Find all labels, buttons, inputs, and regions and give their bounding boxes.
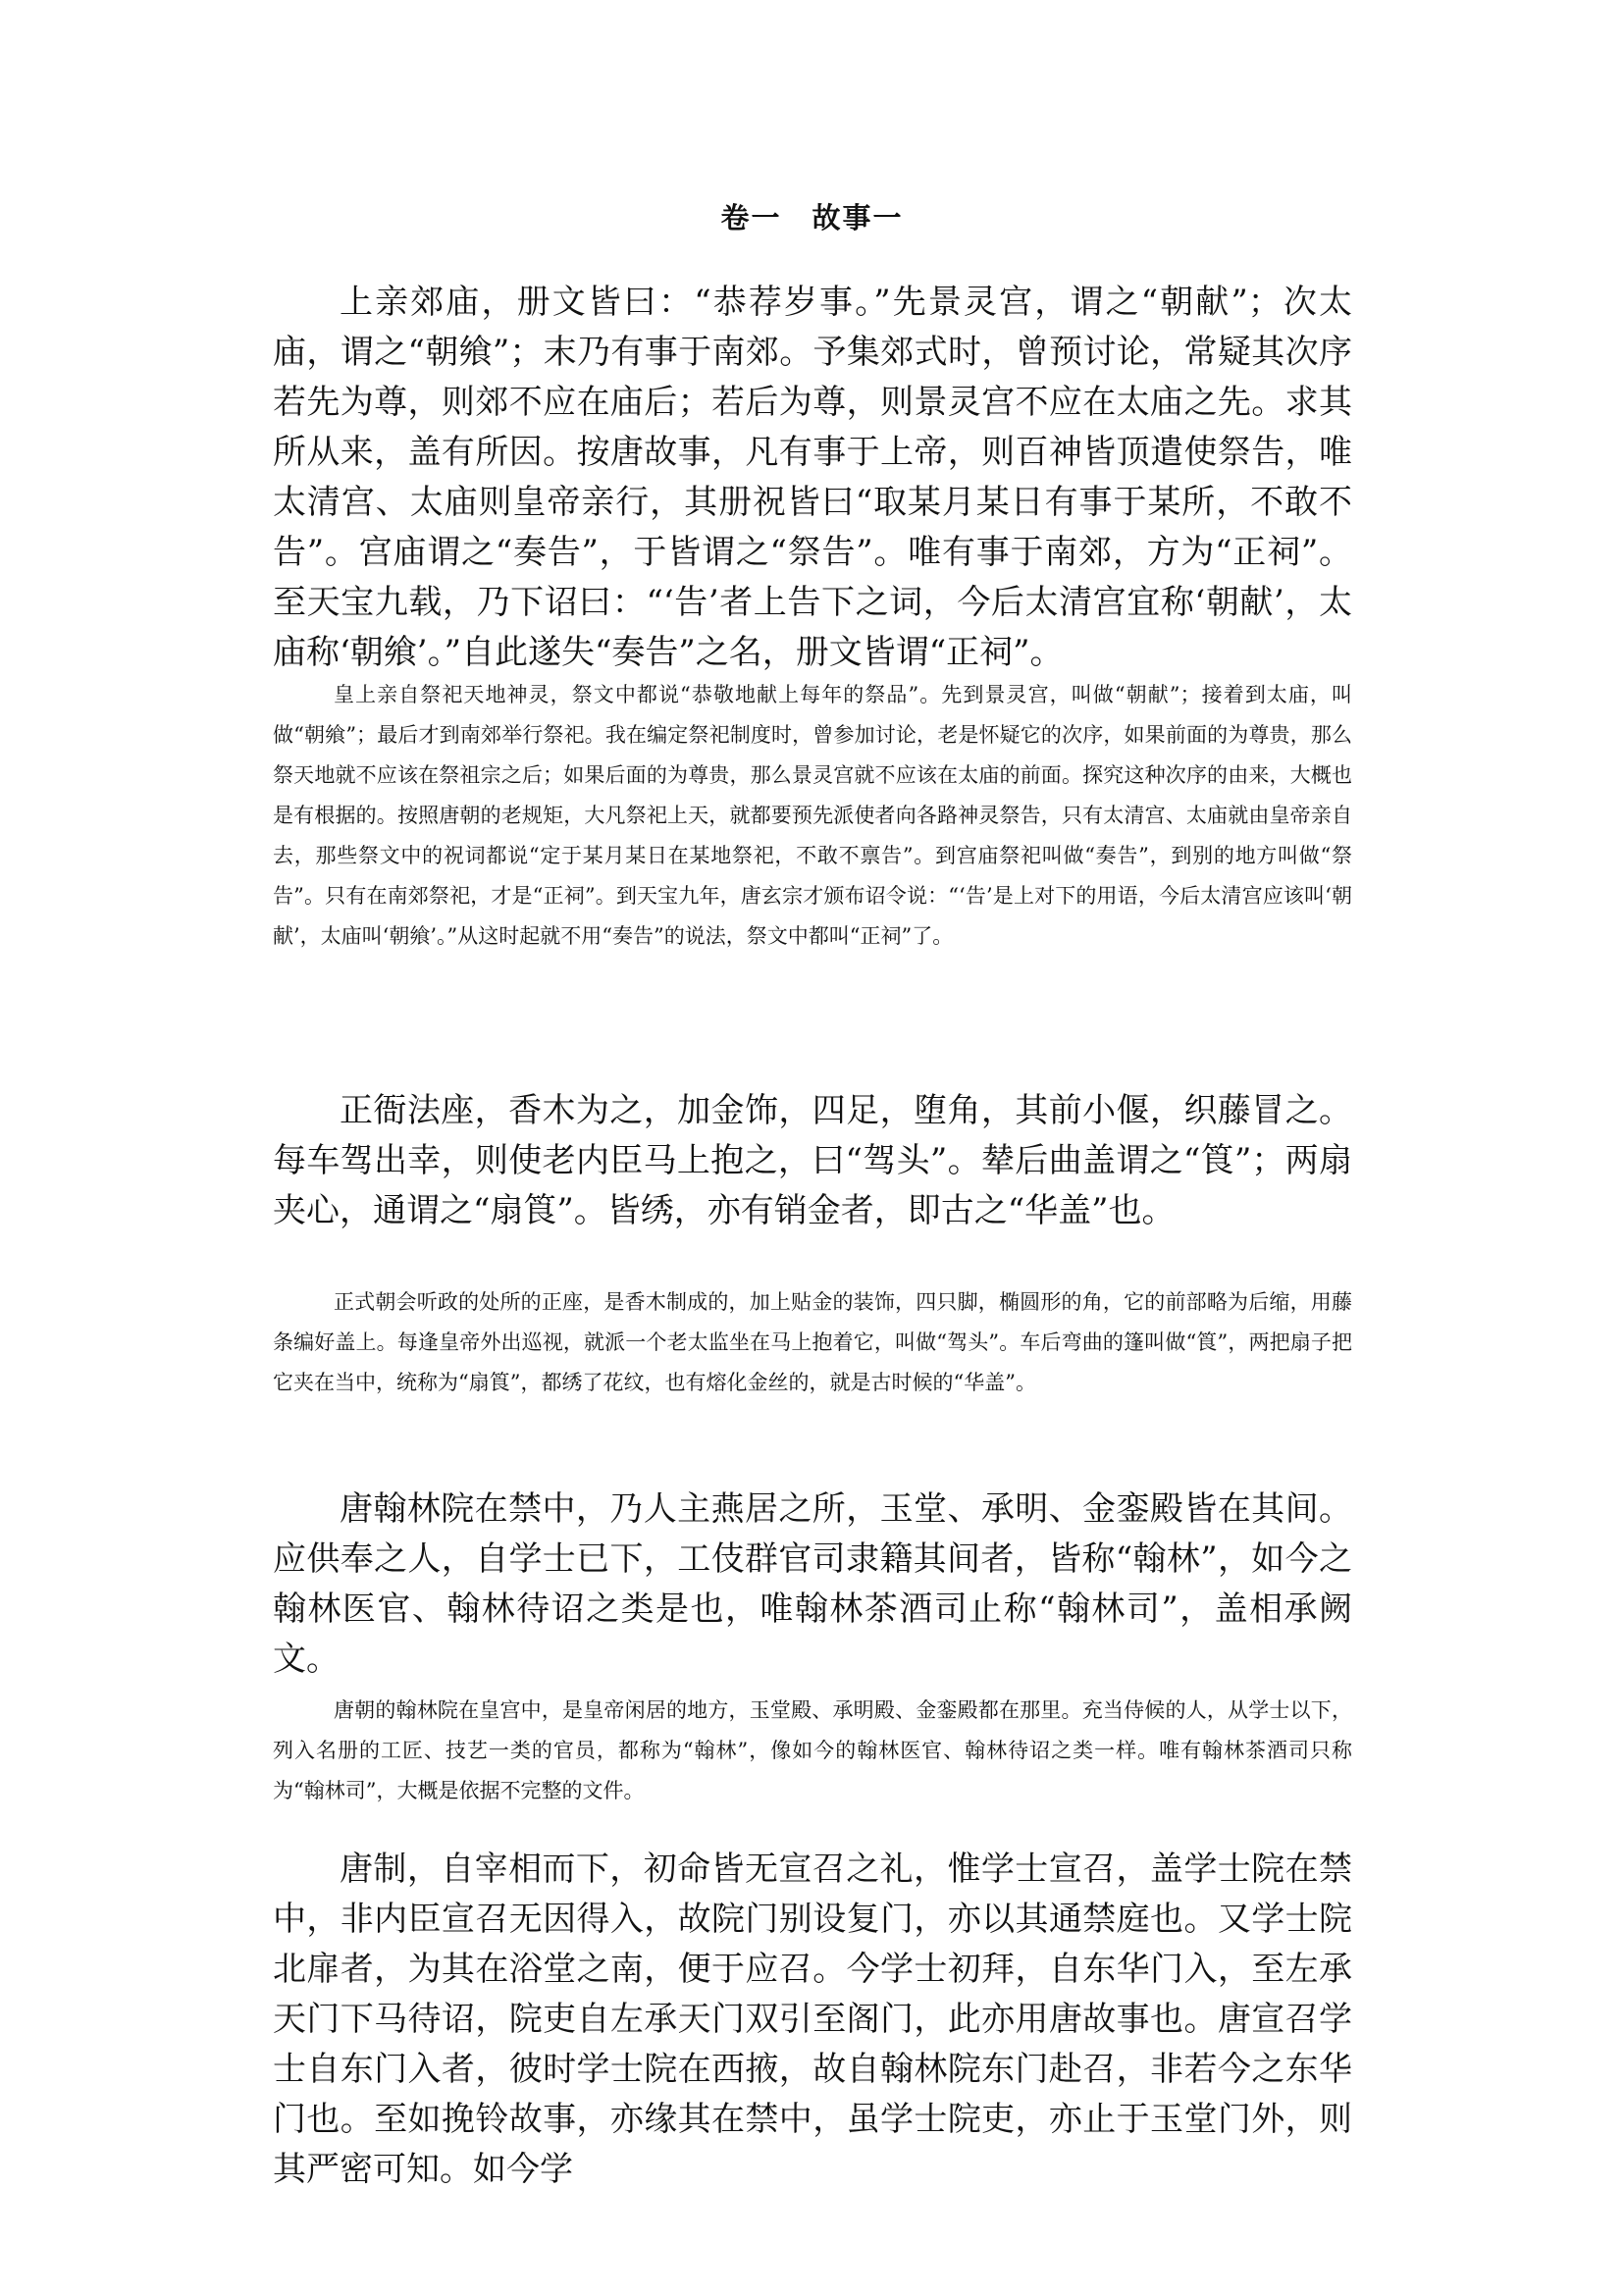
original-text-1: 上亲郊庙，册文皆曰：“恭荐岁事。”先景灵宫，谓之“朝献”；次太庙，谓之“朝飨”；末乃有事于南郊。予集郊式时，曾预讨论，常疑其次序若先为尊，则郊不应在庙后；若后为尊，则景灵宫不应在太庙之先。求其所从来，盖有所因。按唐故事，凡有事于上帝，则百神皆顶遣使祭告，唯太清宫、太庙则皇帝亲行，其册祝皆曰“取某月某日有事于某所，不敢不告”。宫庙谓之“奏告”，于皆谓之“祭告”。唯有事于南郊，方为“正祠”。至天宝九载，乃下诏曰：“‘告’者上告下之词，今后太清宫宜称‘朝献’，太庙称‘朝飨’。”自此遂失“奏告”之名，册文皆谓“正祠”。: [273, 283, 1352, 672]
translation-text-2: 正式朝会听政的处所的正座，是香木制成的，加上贴金的装饰，四只脚，椭圆形的角，它的前部略为后缩，用藤条编好盖上。每逢皇帝外出巡视，就派一个老太监坐在马上抱着它，叫做“驾头”。车后弯曲的篷叫做“筤”，两把扇子把它夹在当中，统称为“扇筤”，都绣了花纹，也有熔化金丝的，就是古时候的“华盖”。: [273, 1290, 1352, 1394]
chapter-title: 卷一 故事一: [720, 201, 904, 235]
original-text-3: 唐翰林院在禁中，乃人主燕居之所，玉堂、承明、金銮殿皆在其间。应供奉之人，自学士已下，工伎群官司隶籍其间者，皆称“翰林”，如今之翰林医官、翰林待诏之类是也，唯翰林茶酒司止称“翰林司”，盖相承阙文。: [273, 1489, 1352, 1679]
translation-text-1: 皇上亲自祭祀天地神灵，祭文中都说“恭敬地献上每年的祭品”。先到景灵宫，叫做“朝献”；接着到太庙，叫做“朝飨”；最后才到南郊举行祭祀。我在编定祭祀制度时，曾参加讨论，老是怀疑它的次序，如果前面的为尊贵，那么祭天地就不应该在祭祖宗之后；如果后面的为尊贵，那么景灵宫就不应该在太庙的前面。探究这种次序的由来，大概也是有根据的。按照唐朝的老规矩，大凡祭祀上天，就都要预先派使者向各路神灵祭告，只有太清宫、太庙就由皇帝亲自去，那些祭文中的祝词都说“定于某月某日在某地祭祀，不敢不禀告”。到宫庙祭祀叫做“奏告”，到别的地方叫做“祭告”。只有在南郊祭祀，才是“正祠”。到天宝九年，唐玄宗才颁布诏令说：“‘告’是上对下的用语，今后太清宫应该叫‘朝献’，太庙叫‘朝飨’。”从这时起就不用“奏告”的说法，祭文中都叫“正祠”了。: [273, 683, 1352, 948]
translation-text-3: 唐朝的翰林院在皇宫中，是皇帝闲居的地方，玉堂殿、承明殿、金銮殿都在那里。充当侍候的人，从学士以下，列入名册的工匠、技艺一类的官员，都称为“翰林”，像如今的翰林医官、翰林待诏之类一样。唯有翰林茶酒司只称为“翰林司”，大概是依据不完整的文件。: [273, 1698, 1352, 1802]
original-text-4: 唐制，自宰相而下，初命皆无宣召之礼，惟学士宣召，盖学士院在禁中，非内臣宣召无因得入，故院门别设复门，亦以其通禁庭也。又学士院北扉者，为其在浴堂之南，便于应召。今学士初拜，自东华门入，至左承天门下马待诏，院吏自左承天门双引至阁门，此亦用唐故事也。唐宣召学士自东门入者，彼时学士院在西掖，故自翰林院东门赴召，非若今之东华门也。至如挽铃故事，亦缘其在禁中，虽学士院吏，亦止于玉堂门外，则其严密可知。如今学: [273, 1850, 1352, 2189]
original-text-2: 正衙法座，香木为之，加金饰，四足，堕角，其前小偃，织藤冒之。每车驾出幸，则使老内臣马上抱之，曰“驾头”。辇后曲盖谓之“筤”；两扇夹心，通谓之“扇筤”。皆绣，亦有销金者，即古之“华盖”也。: [273, 1091, 1352, 1230]
